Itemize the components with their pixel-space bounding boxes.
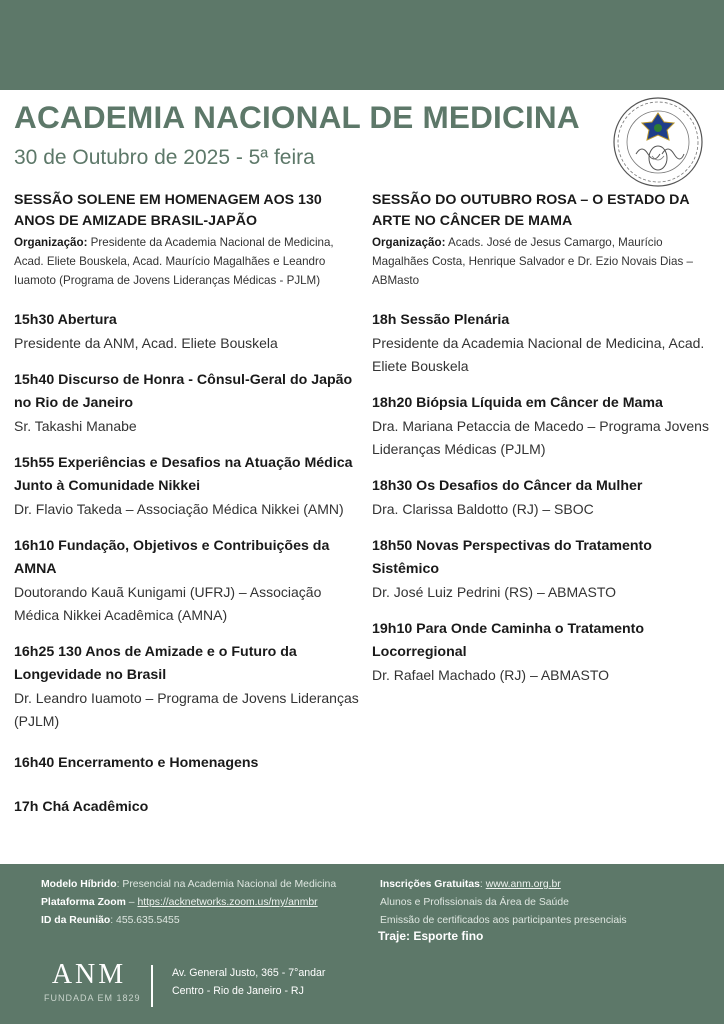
program-item xyxy=(372,535,717,604)
program-item xyxy=(372,309,717,378)
org-label: Organização: xyxy=(14,236,88,249)
academy-seal-icon xyxy=(612,96,704,188)
item-title: 15h40 Discurso de Honra - Cônsul-Geral do Japão no Rio de Janeiro xyxy=(14,372,353,411)
left-session xyxy=(14,190,359,819)
hybrid-model-info xyxy=(41,876,336,894)
item-desc: Presidente da Academia Nacional de Medicina, Acad. Eliete Bouskela xyxy=(372,335,705,374)
item-desc: Dr. Rafael Machado (RJ) – ABMASTO xyxy=(372,667,610,683)
org-text: Presidente da Academia Nacional de Medicina, Acad. Eliete Bouskela, Acad. Maurício Magalhães e Leandro Iuamoto (Programa de Jovens Lideranças Médicas - PJLM) xyxy=(14,236,334,287)
certificate-info: Emissão de certificados aos participantes presenciais xyxy=(380,915,627,926)
item-title: 16h25 130 Anos de Amizade e o Futuro da Longevidade no Brasil xyxy=(14,644,297,683)
item-desc: Dra. Mariana Petaccia de Macedo – Programa Jovens Lideranças Médicas (PJLM) xyxy=(372,418,709,457)
session-organization xyxy=(372,233,717,290)
meeting-id-value: : 455.635.5455 xyxy=(110,915,180,926)
item-title: 18h20 Biópsia Líquida em Câncer de Mama xyxy=(372,395,663,411)
registration-link[interactable]: www.anm.org.br xyxy=(485,879,561,890)
footer-divider xyxy=(151,965,153,1007)
dress-code: Traje: Esporte fino xyxy=(378,929,484,943)
item-title: 16h10 Fundação, Objetivos e Contribuições da AMNA xyxy=(14,538,330,577)
session-title: SESSÃO DO OUTUBRO ROSA – O ESTADO DA ARTE NO CÂNCER DE MAMA xyxy=(372,192,690,229)
zoom-label: Plataforma Zoom xyxy=(41,897,126,908)
footer xyxy=(0,864,724,1024)
registration-sep: : xyxy=(479,879,486,890)
program-item xyxy=(14,641,359,733)
zoom-link[interactable]: https://acknetworks.zoom.us/my/anmbr xyxy=(137,897,318,908)
program-item xyxy=(14,752,359,775)
program-item xyxy=(372,475,717,521)
item-title: 16h40 Encerramento e Homenagens xyxy=(14,755,259,771)
item-title: 15h30 Abertura xyxy=(14,312,117,328)
registration-info xyxy=(380,876,561,894)
session-title: SESSÃO SOLENE EM HOMENAGEM AOS 130 ANOS DE AMIZADE BRASIL-JAPÃO xyxy=(14,192,322,229)
meeting-id-info xyxy=(41,912,180,930)
anm-logo-subtitle: FUNDADA EM 1829 xyxy=(44,993,141,1003)
top-banner xyxy=(0,0,724,90)
hybrid-label: Modelo Híbrido xyxy=(41,879,117,890)
program-item xyxy=(372,618,717,687)
item-title: 15h55 Experiências e Desafios na Atuação Médica Junto à Comunidade Nikkei xyxy=(14,455,353,494)
right-session xyxy=(372,190,717,687)
item-desc: Dr. Leandro Iuamoto – Programa de Jovens Lideranças (PJLM) xyxy=(14,690,359,729)
item-desc: Dr. José Luiz Pedrini (RS) – ABMASTO xyxy=(372,584,617,600)
org-label: Organização: xyxy=(372,236,446,249)
anm-logo xyxy=(44,959,141,1004)
item-title: 18h50 Novas Perspectivas do Tratamento Sistêmico xyxy=(372,538,652,577)
item-title: 17h Chá Acadêmico xyxy=(14,799,149,815)
page-title: ACADEMIA NACIONAL DE MEDICINA xyxy=(14,99,580,135)
item-title: 18h Sessão Plenária xyxy=(372,312,510,328)
address-line-1: Av. General Justo, 365 - 7°andar xyxy=(172,967,326,979)
item-title: 18h30 Os Desafios do Câncer da Mulher xyxy=(372,478,643,494)
audience-info: Alunos e Profissionais da Área de Saúde xyxy=(380,897,569,908)
item-desc: Doutorando Kauã Kunigami (UFRJ) – Associação Médica Nikkei Acadêmica (AMNA) xyxy=(14,584,322,623)
registration-label: Inscrições Gratuitas xyxy=(380,879,480,890)
item-title: 19h10 Para Onde Caminha o Tratamento Locorregional xyxy=(372,621,645,660)
program-item xyxy=(14,796,359,819)
org-text: Acads. José de Jesus Camargo, Maurício Magalhães Costa, Henrique Salvador e Dr. Ezio Novais Dias – ABMasto xyxy=(372,236,693,287)
meeting-id-label: ID da Reunião xyxy=(41,915,111,926)
anm-logo-word: ANM xyxy=(51,959,127,990)
program-item xyxy=(372,392,717,461)
program-item xyxy=(14,309,359,355)
event-date: 30 de Outubro de 2025 - 5ª feira xyxy=(14,146,315,169)
item-desc: Dra. Clarissa Baldotto (RJ) – SBOC xyxy=(372,501,594,517)
program-item xyxy=(14,369,359,438)
item-desc: Sr. Takashi Manabe xyxy=(14,418,137,434)
address-line-2: Centro - Rio de Janeiro - RJ xyxy=(172,985,304,997)
program-item xyxy=(14,452,359,521)
zoom-sep: – xyxy=(125,897,138,908)
item-desc: Dr. Flavio Takeda – Associação Médica Nikkei (AMN) xyxy=(14,501,344,517)
hybrid-text: : Presencial na Academia Nacional de Medicina xyxy=(116,879,337,890)
program-item xyxy=(14,535,359,627)
zoom-platform-info xyxy=(41,894,318,912)
item-desc: Presidente da ANM, Acad. Eliete Bouskela xyxy=(14,335,278,351)
session-organization xyxy=(14,233,359,290)
